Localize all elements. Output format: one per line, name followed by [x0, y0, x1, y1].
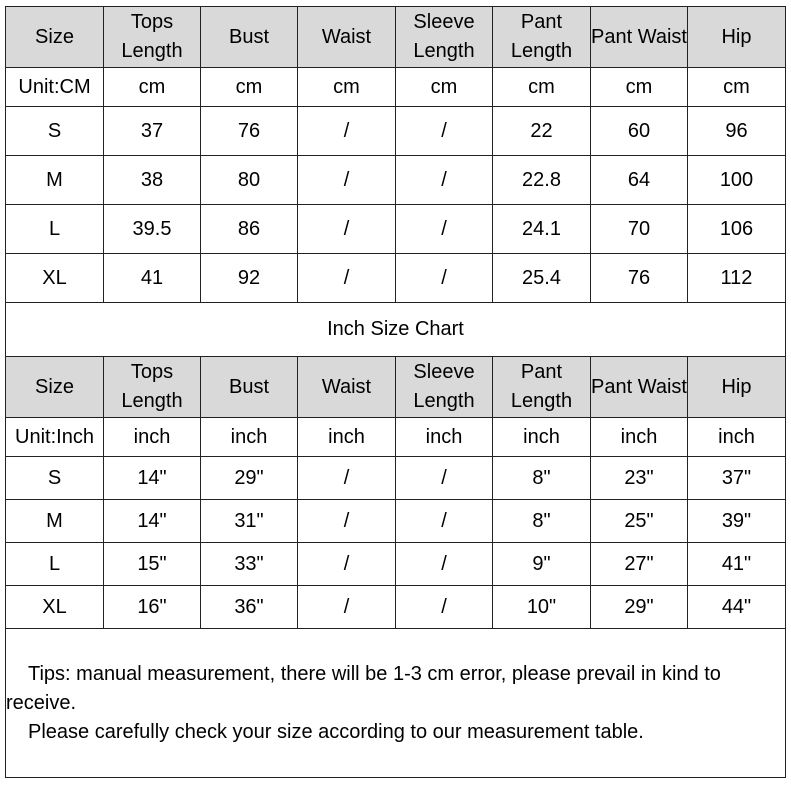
tips-cell	[6, 629, 786, 778]
header-bust: Bust	[201, 357, 298, 418]
table-cell: /	[298, 107, 396, 156]
size-cell: M	[6, 500, 104, 543]
table-cell: 25"	[591, 500, 688, 543]
header-tops-length: Tops Length	[104, 357, 201, 418]
table-cell: /	[298, 543, 396, 586]
header-size: Size	[6, 7, 104, 68]
table-cell: 41"	[688, 543, 786, 586]
table-cell: /	[396, 205, 493, 254]
header-sleeve-length: Sleeve Length	[396, 7, 493, 68]
table-cell: 112	[688, 254, 786, 303]
table-cell: 41	[104, 254, 201, 303]
table-cell: 37	[104, 107, 201, 156]
unit-cell: Unit:CM	[6, 68, 104, 107]
table-cell: /	[298, 254, 396, 303]
table-cell: /	[396, 500, 493, 543]
table-cell: 76	[591, 254, 688, 303]
header-hip: Hip	[688, 357, 786, 418]
size-chart-table	[5, 6, 786, 778]
table-cell: 8"	[493, 457, 591, 500]
header-hip: Hip	[688, 7, 786, 68]
cm-unit-row	[6, 68, 786, 107]
table-cell: 29"	[201, 457, 298, 500]
table-cell: 37"	[688, 457, 786, 500]
table-cell: 29"	[591, 586, 688, 629]
table-cell: 25.4	[493, 254, 591, 303]
unit-cell: cm	[298, 68, 396, 107]
table-cell: 39"	[688, 500, 786, 543]
tip-check-size: Please carefully check your size according to our measurement table.	[28, 720, 644, 743]
unit-cell: inch	[396, 418, 493, 457]
header-waist: Waist	[298, 357, 396, 418]
table-cell: 96	[688, 107, 786, 156]
size-cell: XL	[6, 586, 104, 629]
table-cell: 60	[591, 107, 688, 156]
size-cell: L	[6, 543, 104, 586]
table-cell: /	[298, 205, 396, 254]
unit-cell: inch	[493, 418, 591, 457]
table-row	[6, 254, 786, 303]
unit-cell: inch	[298, 418, 396, 457]
table-cell: 14"	[104, 500, 201, 543]
table-row	[6, 543, 786, 586]
table-cell: 9"	[493, 543, 591, 586]
table-cell: /	[396, 586, 493, 629]
tip-measurement-error: Tips: manual measurement, there will be 1-3 cm error, please prevail in kind to receive.	[6, 662, 721, 714]
unit-cell: cm	[493, 68, 591, 107]
header-sleeve-length: Sleeve Length	[396, 357, 493, 418]
table-cell: 31"	[201, 500, 298, 543]
table-cell: /	[396, 254, 493, 303]
table-cell: 44"	[688, 586, 786, 629]
table-cell: /	[298, 156, 396, 205]
table-row	[6, 457, 786, 500]
unit-cell: cm	[104, 68, 201, 107]
table-cell: /	[298, 586, 396, 629]
size-cell: XL	[6, 254, 104, 303]
table-cell: 64	[591, 156, 688, 205]
header-waist: Waist	[298, 7, 396, 68]
table-cell: 39.5	[104, 205, 201, 254]
table-cell: 33"	[201, 543, 298, 586]
size-cell: S	[6, 457, 104, 500]
header-pant-waist: Pant Waist	[591, 7, 688, 68]
table-cell: 80	[201, 156, 298, 205]
table-cell: 76	[201, 107, 298, 156]
unit-cell: inch	[104, 418, 201, 457]
inch-title-row	[6, 303, 786, 357]
table-cell: 16"	[104, 586, 201, 629]
table-cell: 10"	[493, 586, 591, 629]
table-cell: /	[396, 457, 493, 500]
header-pant-length: Pant Length	[493, 7, 591, 68]
table-cell: 24.1	[493, 205, 591, 254]
tips-row	[6, 629, 786, 778]
table-cell: 106	[688, 205, 786, 254]
unit-cell: cm	[688, 68, 786, 107]
inch-unit-row	[6, 418, 786, 457]
table-cell: /	[396, 543, 493, 586]
header-pant-length: Pant Length	[493, 357, 591, 418]
table-cell: 22.8	[493, 156, 591, 205]
table-cell: 14"	[104, 457, 201, 500]
table-cell: 22	[493, 107, 591, 156]
table-cell: 38	[104, 156, 201, 205]
header-tops-length: Tops Length	[104, 7, 201, 68]
table-cell: 86	[201, 205, 298, 254]
table-row	[6, 586, 786, 629]
cm-header-row	[6, 7, 786, 68]
table-row	[6, 156, 786, 205]
table-row	[6, 205, 786, 254]
table-cell: 92	[201, 254, 298, 303]
unit-cell: inch	[591, 418, 688, 457]
table-cell: 70	[591, 205, 688, 254]
unit-cell: cm	[396, 68, 493, 107]
size-cell: L	[6, 205, 104, 254]
table-row	[6, 500, 786, 543]
size-cell: M	[6, 156, 104, 205]
header-bust: Bust	[201, 7, 298, 68]
table-cell: /	[298, 500, 396, 543]
table-cell: /	[396, 156, 493, 205]
table-cell: 36"	[201, 586, 298, 629]
table-cell: 27"	[591, 543, 688, 586]
unit-cell: cm	[591, 68, 688, 107]
table-cell: 23"	[591, 457, 688, 500]
table-cell: 100	[688, 156, 786, 205]
inch-size-chart-title: Inch Size Chart	[6, 303, 786, 357]
unit-cell: inch	[688, 418, 786, 457]
unit-cell: inch	[201, 418, 298, 457]
inch-header-row	[6, 357, 786, 418]
table-row	[6, 107, 786, 156]
header-pant-waist: Pant Waist	[591, 357, 688, 418]
table-cell: 15"	[104, 543, 201, 586]
table-cell: /	[298, 457, 396, 500]
unit-cell: cm	[201, 68, 298, 107]
size-cell: S	[6, 107, 104, 156]
table-cell: 8"	[493, 500, 591, 543]
unit-cell: Unit:Inch	[6, 418, 104, 457]
table-cell: /	[396, 107, 493, 156]
header-size: Size	[6, 357, 104, 418]
